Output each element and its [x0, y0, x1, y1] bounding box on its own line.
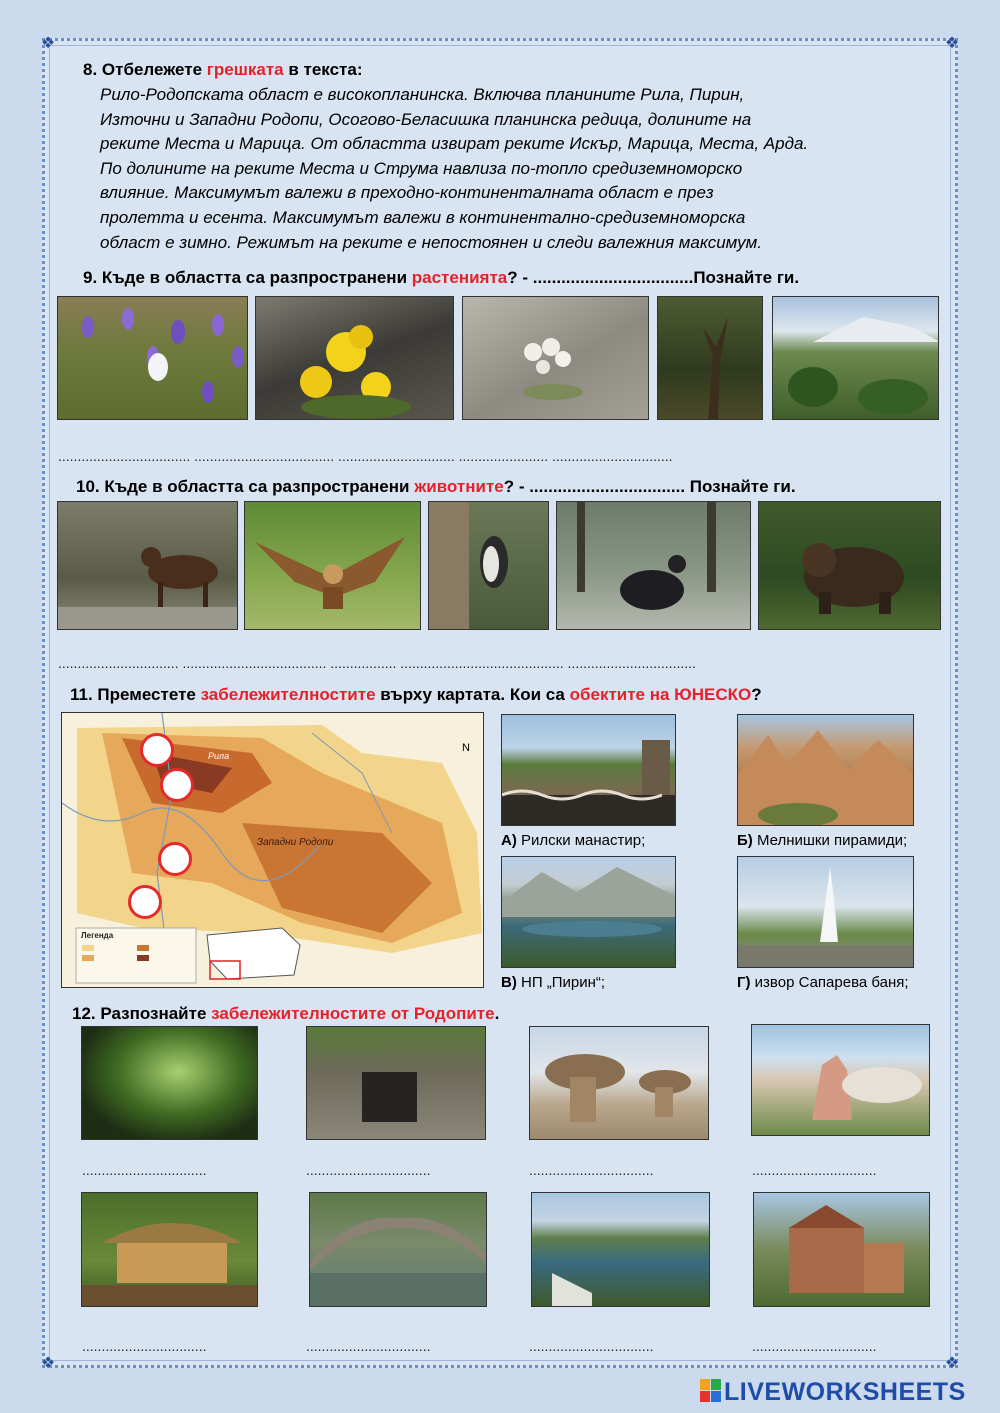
caption-b: Б) Мелнишки пирамиди;: [737, 832, 908, 849]
stone-mushrooms-photo: [529, 1026, 709, 1140]
text-line[interactable]: Рило-Родопската област е високопланинска. Включва планините Рила, Пирин,: [100, 85, 745, 104]
answer-line-12[interactable]: ................................: [306, 1162, 431, 1178]
chamois-photo: [57, 501, 238, 630]
text-line[interactable]: реките Места и Марица. От областта извират реките Искър, Марица, Места, Арда.: [100, 134, 809, 154]
svg-text:N: N: [462, 742, 470, 754]
bear-photo: [758, 501, 941, 630]
caption-g: Г) извор Сапарева баня;: [737, 974, 909, 991]
crocus-photo: [57, 296, 248, 420]
drop-target-marker[interactable]: [158, 842, 192, 876]
melnik-pyramids-photo[interactable]: [737, 714, 914, 826]
drop-target-marker[interactable]: [160, 768, 194, 802]
sapareva-banya-geyser-photo[interactable]: [737, 856, 914, 968]
eagle-photo: [244, 501, 421, 630]
woodpecker-photo: [428, 501, 549, 630]
wonderful-bridges-photo: [81, 1026, 258, 1140]
edelweiss-photo: [462, 296, 649, 420]
ornament-icon: ❖: [944, 35, 960, 52]
answer-line-12[interactable]: ................................: [82, 1162, 207, 1178]
ornament-icon: ❖: [40, 1355, 56, 1372]
caption-a: А) Рилски манастир;: [501, 832, 646, 849]
drop-target-marker[interactable]: [128, 885, 162, 919]
caption-v: В) НП „Пирин“;: [501, 974, 606, 991]
question-10-title: 10. Къде в областта са разпространени животните? - ................................. Познайте ги.: [76, 477, 796, 496]
map-label-rila: Рила: [208, 751, 230, 761]
answer-line-12[interactable]: ................................: [752, 1338, 877, 1354]
question-12-title: 12. Разпознайте забележителностите от Родопите.: [72, 1004, 500, 1023]
mountain-pine-photo: [772, 296, 939, 420]
clay-house-photo: [81, 1192, 258, 1307]
drop-target-marker[interactable]: [140, 733, 174, 767]
pirin-park-photo[interactable]: [501, 856, 676, 968]
answer-line-12[interactable]: ................................: [529, 1338, 654, 1354]
answer-line-10[interactable]: ............................... ..................................... ................. .......................................... .................................: [58, 655, 696, 671]
liveworksheets-logo-icon: [700, 1379, 722, 1403]
dam-lake-photo: [531, 1192, 710, 1307]
answer-line-12[interactable]: ................................: [529, 1162, 654, 1178]
capercaillie-photo: [556, 501, 751, 630]
text-line[interactable]: По долините на реките Места и Струма навлиза по-топло средиземноморско: [100, 158, 743, 178]
text-line[interactable]: област е зимно. Режимът на реките е непостоянен и следи валежния максимум.: [100, 232, 763, 252]
answer-line-12[interactable]: ................................: [752, 1162, 877, 1178]
ornament-icon: ❖: [944, 1355, 960, 1372]
pine-tree-photo: [657, 296, 763, 420]
asen-fortress-photo: [753, 1192, 930, 1307]
rila-monastery-photo[interactable]: [501, 714, 676, 826]
question-8-title: 8. Отбележете грешката в текста:: [83, 60, 363, 79]
map-legend-title: Легенда: [81, 931, 114, 940]
stone-tunnel-photo: [306, 1026, 486, 1140]
answer-line-12[interactable]: ................................: [82, 1338, 207, 1354]
map-label-rhodopes: Западни Родопи: [257, 837, 334, 848]
question-11-title: 11. Преместете забележителностите върху картата. Кои са обектите на ЮНЕСКО?: [70, 685, 762, 704]
question-8-text[interactable]: [100, 83, 950, 255]
answer-line-12[interactable]: ................................: [306, 1338, 431, 1354]
answer-line-9[interactable]: .................................. .................................... .............................. ....................... ...............................: [58, 448, 673, 464]
yellow-flower-photo: [255, 296, 454, 420]
ornament-icon: ❖: [40, 35, 56, 52]
text-line[interactable]: Източни и Западни Родопи, Осогово-Беласишка планинска редица, долините на: [100, 109, 752, 129]
stone-wedding-photo: [751, 1024, 930, 1136]
devils-bridge-photo: [309, 1192, 487, 1307]
question-9-title: 9. Къде в областта са разпространени растенията? - ..................................Познайте ги.: [83, 268, 800, 287]
region-map[interactable]: [61, 712, 484, 988]
liveworksheets-logo[interactable]: LIVEWORKSHEETS: [700, 1378, 966, 1407]
text-line[interactable]: пролетта и есента. Максимумът валежи в континентално-средиземноморска: [100, 207, 746, 227]
text-line[interactable]: влияние. Максимумът валежи в преходно-континенталната област е през: [100, 183, 714, 203]
